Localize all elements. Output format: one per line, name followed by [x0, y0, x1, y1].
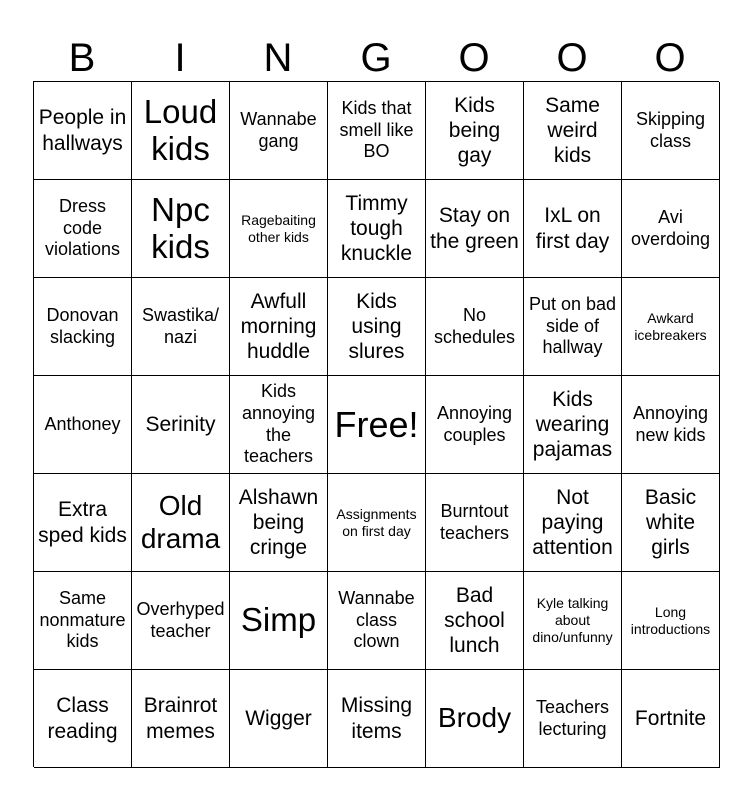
header-letter: G: [360, 36, 392, 80]
bingo-header: [33, 34, 719, 82]
bingo-cell: Missing items: [328, 670, 426, 768]
free-space: Free!: [328, 376, 426, 474]
bingo-grid: [33, 81, 719, 767]
bingo-cell: Avi overdoing: [622, 180, 720, 278]
bingo-cell: Donovan slacking: [34, 278, 132, 376]
bingo-cell: Teachers lecturing: [524, 670, 622, 768]
bingo-cell: Anthoney: [34, 376, 132, 474]
bingo-cell: Simp: [230, 572, 328, 670]
bingo-cell: Kids annoying the teachers: [230, 376, 328, 474]
bingo-cell: Kids being gay: [426, 82, 524, 180]
bingo-cell: People in hallways: [34, 82, 132, 180]
bingo-cell: Same nonmature kids: [34, 572, 132, 670]
bingo-cell: Timmy tough knuckle: [328, 180, 426, 278]
bingo-cell: Kyle talking about dino/unfunny: [524, 572, 622, 670]
header-letter: O: [556, 36, 588, 80]
bingo-cell: Awkard icebreakers: [622, 278, 720, 376]
bingo-cell: Loud kids: [132, 82, 230, 180]
bingo-cell: Kids wearing pajamas: [524, 376, 622, 474]
bingo-cell: Kids using slures: [328, 278, 426, 376]
bingo-cell: Npc kids: [132, 180, 230, 278]
bingo-cell: Kids that smell like BO: [328, 82, 426, 180]
header-letter: B: [68, 36, 96, 80]
bingo-cell: Ragebaiting other kids: [230, 180, 328, 278]
bingo-cell: Put on bad side of hallway: [524, 278, 622, 376]
bingo-cell: Extra sped kids: [34, 474, 132, 572]
bingo-cell: Serinity: [132, 376, 230, 474]
bingo-cell: Overhyped teacher: [132, 572, 230, 670]
bingo-cell: Wannabe gang: [230, 82, 328, 180]
bingo-cell: Wigger: [230, 670, 328, 768]
bingo-cell: Wannabe class clown: [328, 572, 426, 670]
bingo-cell: Basic white girls: [622, 474, 720, 572]
bingo-cell: IxL on first day: [524, 180, 622, 278]
bingo-cell: Annoying new kids: [622, 376, 720, 474]
bingo-cell: Fortnite: [622, 670, 720, 768]
bingo-cell: Alshawn being cringe: [230, 474, 328, 572]
bingo-cell: Bad school lunch: [426, 572, 524, 670]
bingo-cell: Stay on the green: [426, 180, 524, 278]
header-letter: N: [263, 36, 293, 80]
bingo-cell: Skipping class: [622, 82, 720, 180]
bingo-cell: Dress code violations: [34, 180, 132, 278]
bingo-cell: Old drama: [132, 474, 230, 572]
header-letter: I: [174, 36, 186, 80]
bingo-cell: Assignments on first day: [328, 474, 426, 572]
bingo-cell: Annoying couples: [426, 376, 524, 474]
bingo-cell: Brainrot memes: [132, 670, 230, 768]
bingo-cell: Not paying attention: [524, 474, 622, 572]
bingo-cell: Class reading: [34, 670, 132, 768]
bingo-cell: No schedules: [426, 278, 524, 376]
bingo-cell: Same weird kids: [524, 82, 622, 180]
bingo-cell: Burntout teachers: [426, 474, 524, 572]
bingo-cell: Long introductions: [622, 572, 720, 670]
bingo-cell: Brody: [426, 670, 524, 768]
header-letter: O: [654, 36, 686, 80]
bingo-cell: Swastika/ nazi: [132, 278, 230, 376]
header-letter: O: [458, 36, 490, 80]
bingo-cell: Awfull morning huddle: [230, 278, 328, 376]
